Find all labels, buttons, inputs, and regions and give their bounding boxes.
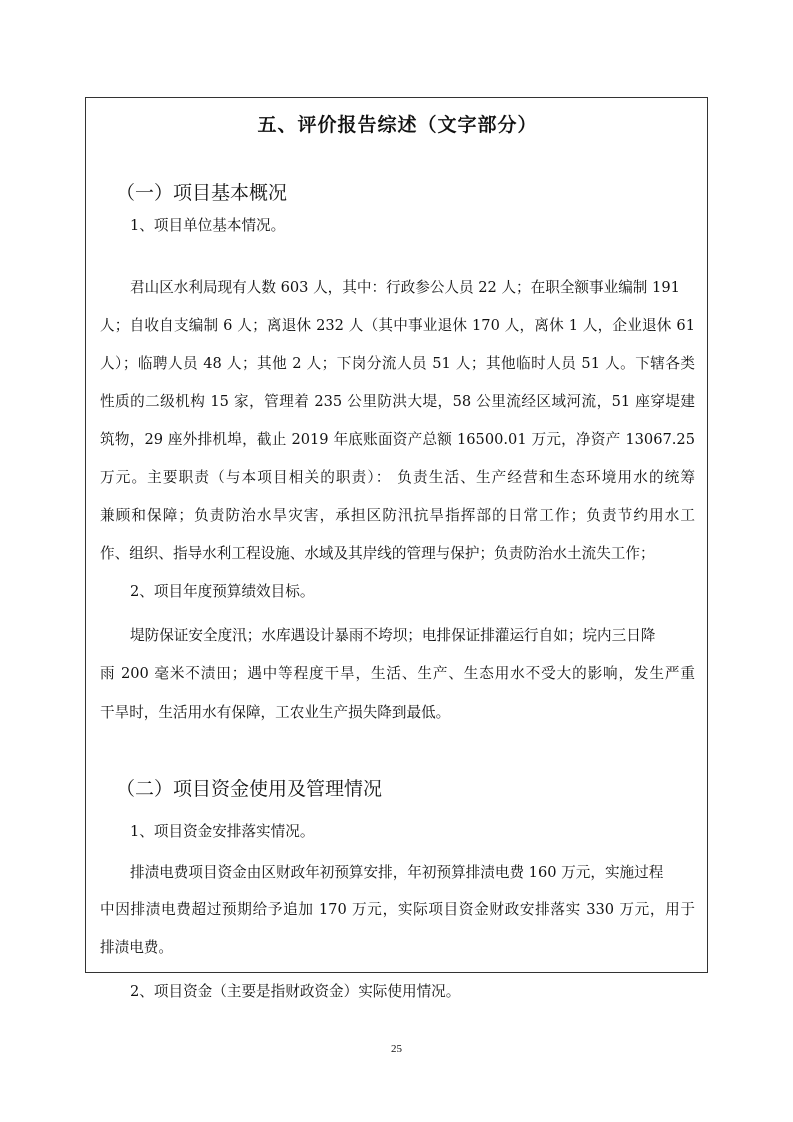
section-1-para-1-line: 万元。主要职责（与本项目相关的职责）： 负责生活、生产经营和生态环境用水的统筹 bbox=[100, 469, 695, 486]
section-1-para-1-line: 人）；临聘人员 48 人；其他 2 人；下岗分流人员 51 人；其他临时人员 51 人。下辖各类 bbox=[100, 355, 695, 372]
section-1-para-2-line: 干旱时，生活用水有保障，工农业生产损失降到最低。 bbox=[100, 704, 451, 721]
section-1-para-2-line: 雨 200 毫米不渍田；遇中等程度干旱，生活、生产、生态用水不受大的影响，发生严重 bbox=[100, 665, 695, 682]
section-1-para-1-line: 筑物，29 座外排机埠，截止 2019 年底账面资产总额 16500.01 万元，净资产 13067.25 bbox=[100, 431, 695, 448]
section-1-para-1-line: 人；自收自支编制 6 人；离退休 232 人（其中事业退休 170 人，离休 1 人，企业退休 61 bbox=[100, 317, 695, 334]
section-2-para-1-line: 中因排渍电费超过预期给予追加 170 万元，实际项目资金财政安排落实 330 万元，用于 bbox=[100, 901, 695, 918]
section-1-para-1-line: 兼顾和保障；负责防治水旱灾害，承担区防汛抗旱指挥部的日常工作；负责节约用水工 bbox=[100, 507, 695, 524]
section-2-sub-2-label: 2、项目资金（主要是指财政资金）实际使用情况。 bbox=[130, 983, 461, 1000]
section-2-para-1-line: 排渍电费项目资金由区财政年初预算安排，年初预算排渍电费 160 万元，实施过程 bbox=[130, 864, 664, 881]
page-frame bbox=[85, 97, 708, 973]
page-number: 25 bbox=[391, 1043, 402, 1055]
section-1-para-2-line: 堤防保证安全度汛；水库遇设计暴雨不垮坝；电排保证排灌运行自如；垸内三日降 bbox=[130, 627, 656, 644]
section-2-sub-1-label: 1、项目资金安排落实情况。 bbox=[130, 823, 315, 840]
section-1-para-1-line: 君山区水利局现有人数 603 人，其中：行政参公人员 22 人；在职全额事业编制 191 bbox=[130, 279, 680, 296]
section-1-sub-1-label: 1、项目单位基本情况。 bbox=[130, 217, 286, 234]
section-2-para-1-line: 排渍电费。 bbox=[100, 939, 173, 956]
report-heading: 五、评价报告综述（文字部分） bbox=[257, 114, 538, 136]
section-1-sub-2-label: 2、项目年度预算绩效目标。 bbox=[130, 583, 315, 600]
section-1-title: （一）项目基本概况 bbox=[116, 182, 288, 204]
section-1-para-1-line: 作、组织、指导水利工程设施、水域及其岸线的管理与保护；负责防治水土流失工作； bbox=[100, 545, 655, 562]
section-1-para-1-line: 性质的二级机构 15 家，管理着 235 公里防洪大堤，58 公里流经区域河流，51 座穿堤建 bbox=[100, 393, 695, 410]
section-2-title: （二）项目资金使用及管理情况 bbox=[116, 778, 383, 800]
